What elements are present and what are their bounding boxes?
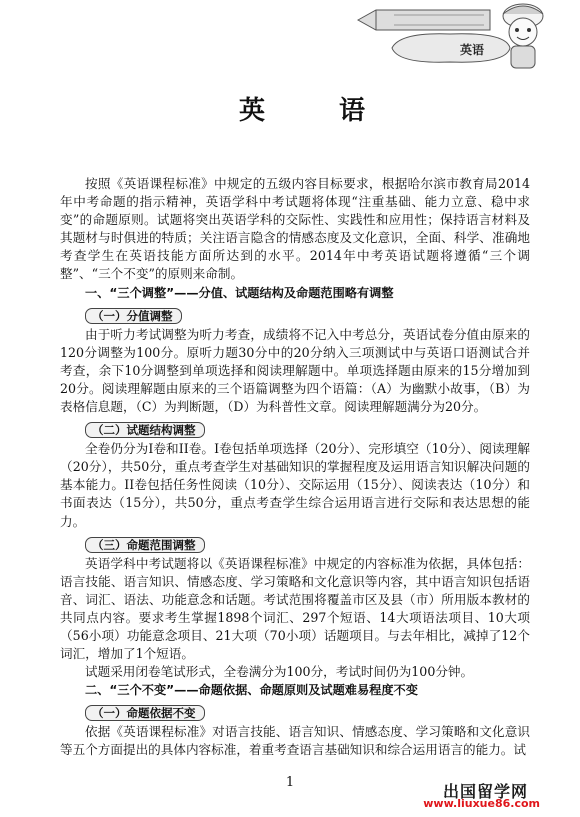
watermark-name: 出国留学网: [442, 782, 528, 801]
subsection-label: [85, 422, 530, 436]
subsection-label: [85, 308, 530, 322]
header-decoration: [330, 0, 580, 75]
section-heading: 二、“三个不变”——命题依据、命题原则及试题难易程度不变: [85, 683, 418, 698]
subsection-label-text: （三）命题范围调整: [85, 537, 205, 553]
cartoon-boy-icon: [494, 0, 552, 72]
subsection-label: [85, 705, 530, 719]
section-heading: 一、“三个调整”——分值、试题结构及命题范围略有调整: [85, 285, 394, 300]
paragraph: 依据《英语课程标准》对语言技能、语言知识、情感态度、学习策略和文化意识等五个方面提出的具体内容标准，着重考查语言基础知识和综合运用语言的能力。试: [60, 724, 530, 758]
subsection-label: [85, 537, 530, 551]
article-body: [60, 175, 530, 760]
subsection-label-text: （一）命题依据不变: [85, 705, 205, 721]
page-title: 英 语: [238, 96, 389, 126]
paragraph: 全卷仍分为I卷和II卷。I卷包括单项选择（20分）、完形填空（10分）、阅读理解（20分），共50分，重点考查学生对基础知识的掌握程度及运用语言知识解决问题的基本能力。II卷包括任务性阅读（10分）、交际运用（15分）、阅读表达（10分）和书面表达（15分），共50分，重点考查学生综合运用语言进行交际和表达思想的能力。: [60, 441, 530, 529]
page-number: 1: [285, 775, 295, 790]
intro-paragraph: 按照《英语课程标准》中规定的五级内容目标要求，根据哈尔滨市教育局2014年中考命题的指示精神，英语学科中考试题将体现“注重基础、能力立意、稳中求变”的命题原则。试题将突出英语学科的交际性、实践性和应用性；保持语言材料及其题材与时俱进的特质；关注语言隐含的情感态度及文化意识，全面、科学、准确地考查学生在英语技能方面所达到的水平。2014年中考英语试题将遵循“三个调整”、“三个不变”的原则来命制。: [60, 176, 530, 282]
subsection-label-text: （二）试题结构调整: [85, 422, 205, 438]
watermark-url: www.liuxue86.com: [423, 797, 540, 810]
subject-tag: 英语: [459, 43, 484, 57]
paragraph: 试题采用闭卷笔试形式，全卷满分为100分，考试时间仍为100分钟。: [85, 664, 474, 680]
subsection-label-text: （一）分值调整: [85, 308, 182, 324]
paragraph: 由于听力考试调整为听力考查，成绩将不记入中考总分，英语试卷分值由原来的120分调整为100分。原听力题30分中的20分纳入三项测试中与英语口语测试合并考查，余下10分调整到单项选择和阅读理解题中。单项选择题由原来的15分增加到20分。阅读理解题由原来的三个语篇调整为四个语篇：（A）为幽默小故事，（B）为表格信息题，（C）为判断题，（D）为科普性文章。阅读理解题满分为20分。: [60, 326, 530, 415]
paragraph: 英语学科中考试题将以《英语课程标准》中规定的内容标准为依据，具体包括：语言技能、语言知识、情感态度、学习策略和文化意识等内容，其中语言知识包括语音、词汇、语法、功能意念和话题。考试范围将覆盖市区及县（市）所用版本教材的共同点内容。要求考生掌握1898个词汇、297个短语、14大项语法项目、10大项（56小项）功能意念项目、21大项（70小项）话题项目。与去年相比，减掉了12个词汇，增加了1个短语。: [60, 555, 530, 662]
